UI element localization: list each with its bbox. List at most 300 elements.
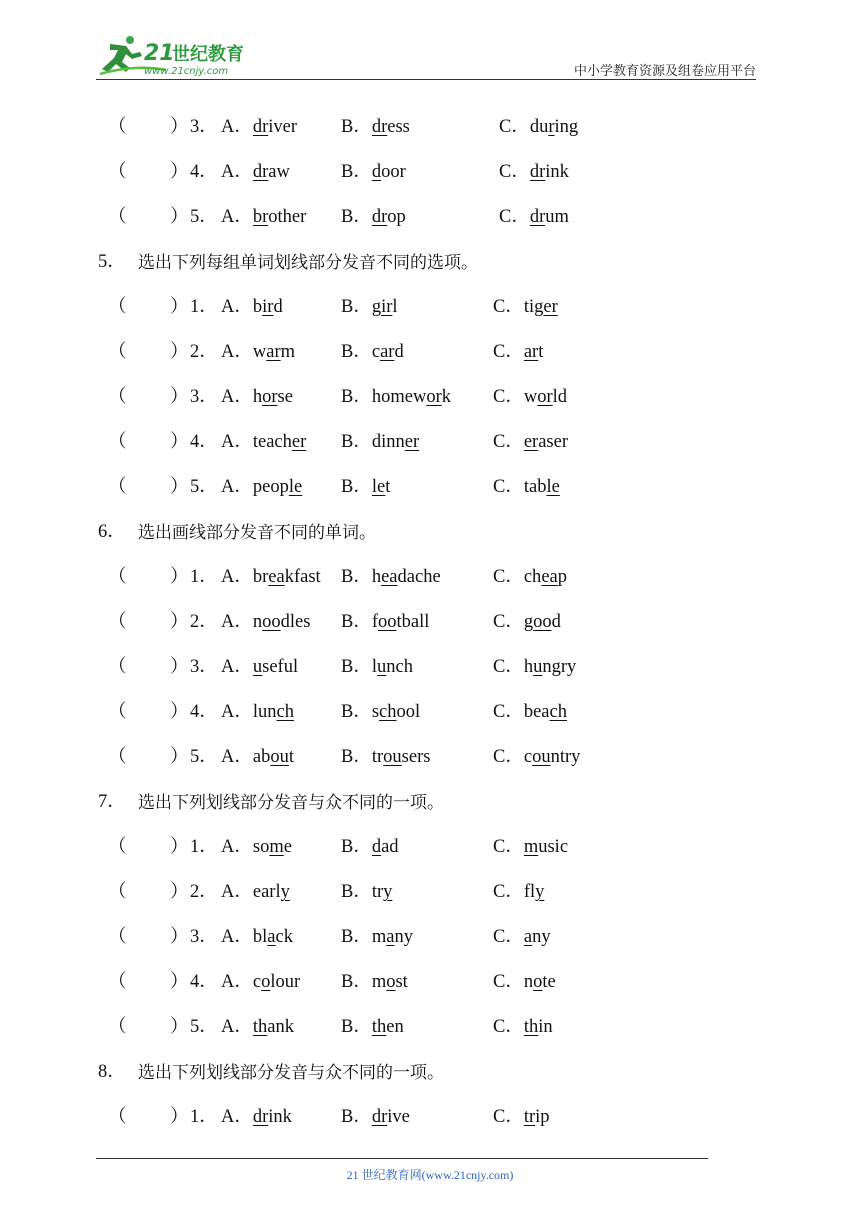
word-suffix: ing xyxy=(554,117,579,137)
option-letter: C． xyxy=(493,1017,524,1037)
item-number: 2． xyxy=(190,612,218,632)
platform-name: 中小学教育资源及组卷应用平台 xyxy=(573,63,756,78)
page-header xyxy=(0,0,860,80)
item-number: 4． xyxy=(190,432,218,452)
option-a xyxy=(221,1012,294,1038)
answer-blank-close: ） xyxy=(170,387,189,407)
underlined-letters: o xyxy=(386,972,396,992)
option-letter: C． xyxy=(493,747,524,767)
option-b xyxy=(341,382,451,408)
word-prefix: peop xyxy=(252,477,289,497)
option-c xyxy=(493,382,567,408)
question-row xyxy=(0,697,860,723)
item-number: 1． xyxy=(190,837,218,857)
option-letter: C． xyxy=(493,837,524,857)
answer-blank-open[interactable]: （ xyxy=(108,342,127,362)
underlined-letters: u xyxy=(376,657,387,677)
word-prefix: dinn xyxy=(371,432,405,452)
option-letter: A． xyxy=(221,342,253,362)
option-a xyxy=(221,967,300,993)
option-a xyxy=(221,562,321,588)
underlined-letters: er xyxy=(404,432,420,452)
option-c xyxy=(493,337,543,363)
option-letter: B． xyxy=(341,612,372,632)
word-suffix: oor xyxy=(381,162,406,182)
svg-text:世纪教育: 世纪教育 xyxy=(172,44,244,65)
word-prefix: s xyxy=(371,702,380,722)
word-prefix: m xyxy=(371,927,387,947)
option-b xyxy=(341,922,413,948)
answer-blank-close: ） xyxy=(170,342,189,362)
word-suffix: lour xyxy=(270,972,301,992)
word-suffix: t xyxy=(288,747,294,767)
option-b xyxy=(341,652,413,678)
option-a xyxy=(221,427,306,453)
option-b xyxy=(341,1102,410,1128)
answer-blank-close: ） xyxy=(170,297,189,317)
option-b xyxy=(341,877,392,903)
word-prefix: f xyxy=(371,612,379,632)
item-number: 3． xyxy=(190,657,218,677)
option-c xyxy=(499,112,578,138)
option-letter: A． xyxy=(221,702,253,722)
option-letter: C． xyxy=(499,117,530,137)
word-suffix: en xyxy=(386,1017,404,1037)
svg-text:www.21cnjy.com: www.21cnjy.com xyxy=(144,66,229,77)
word-prefix: lun xyxy=(252,702,277,722)
word-prefix: h xyxy=(371,567,382,587)
underlined-letters: dr xyxy=(529,162,546,182)
word-suffix: d xyxy=(551,612,561,632)
option-letter: C． xyxy=(499,162,530,182)
word-suffix: k xyxy=(441,387,451,407)
option-a xyxy=(221,382,293,408)
word-suffix: aser xyxy=(538,432,569,452)
answer-blank-close: ） xyxy=(170,117,189,137)
item-number: 4． xyxy=(190,702,218,722)
option-c xyxy=(493,562,567,588)
word-suffix: l xyxy=(392,297,398,317)
item-number: 3． xyxy=(190,387,218,407)
option-b xyxy=(341,202,406,228)
word-suffix: in xyxy=(538,1017,553,1037)
underlined-letters: ou xyxy=(532,747,551,767)
underlined-letters: ar xyxy=(266,342,281,362)
answer-blank-open[interactable]: （ xyxy=(108,207,127,227)
option-letter: B． xyxy=(341,972,372,992)
item-number: 1． xyxy=(190,567,218,587)
option-b xyxy=(341,157,406,183)
underlined-letters: y xyxy=(535,882,545,902)
word-prefix: m xyxy=(371,972,387,992)
underlined-letters: y xyxy=(383,882,393,902)
word-suffix: ool xyxy=(396,702,421,722)
question-instruction: 选出画线部分发音不同的单词。 xyxy=(138,523,376,543)
header-divider xyxy=(96,79,756,80)
word-prefix: w xyxy=(252,342,267,362)
word-suffix: t xyxy=(385,477,391,497)
underlined-letters: ea xyxy=(541,567,558,587)
word-suffix: ess xyxy=(387,117,410,137)
option-letter: B． xyxy=(341,882,372,902)
word-suffix: ngry xyxy=(542,657,577,677)
underlined-letters: ea xyxy=(381,567,398,587)
word-prefix: homew xyxy=(371,387,427,407)
word-suffix: ck xyxy=(275,927,293,947)
answer-blank-close: ） xyxy=(170,882,189,902)
underlined-letters: r xyxy=(548,117,555,137)
word-suffix: nch xyxy=(386,657,413,677)
answer-blank-open[interactable]: （ xyxy=(108,657,127,677)
question-row xyxy=(0,202,860,228)
word-suffix: ive xyxy=(387,1107,410,1127)
answer-blank-close: ） xyxy=(170,927,189,947)
answer-blank-open[interactable]: （ xyxy=(108,1107,127,1127)
word-suffix: ny xyxy=(532,927,551,947)
question-row xyxy=(0,292,860,318)
word-suffix: ny xyxy=(394,927,413,947)
item-number: 1． xyxy=(190,1107,218,1127)
option-c xyxy=(493,472,560,498)
word-suffix: usic xyxy=(538,837,569,857)
word-suffix: aw xyxy=(268,162,290,182)
question-row xyxy=(0,742,860,768)
option-a xyxy=(221,877,290,903)
answer-blank-open[interactable]: （ xyxy=(108,882,127,902)
answer-blank-close: ） xyxy=(170,567,189,587)
word-suffix: um xyxy=(545,207,569,227)
answer-blank-open[interactable]: （ xyxy=(108,162,127,182)
word-prefix: c xyxy=(523,747,533,767)
underlined-letters: ar xyxy=(523,342,539,362)
option-letter: C． xyxy=(493,972,524,992)
option-letter: A． xyxy=(221,747,253,767)
word-prefix: ch xyxy=(523,567,542,587)
option-letter: B． xyxy=(341,117,372,137)
option-a xyxy=(221,832,292,858)
option-letter: A． xyxy=(221,477,253,497)
word-prefix: earl xyxy=(252,882,281,902)
word-suffix: ad xyxy=(381,837,399,857)
question-row xyxy=(0,562,860,588)
underlined-letters: dr xyxy=(252,117,269,137)
option-c xyxy=(493,1102,550,1128)
underlined-letters: br xyxy=(252,207,269,227)
word-suffix: ink xyxy=(545,162,569,182)
option-letter: A． xyxy=(221,162,253,182)
word-prefix: bea xyxy=(523,702,550,722)
underlined-letters: a xyxy=(267,927,276,947)
answer-blank-close: ） xyxy=(170,657,189,677)
word-suffix: ntry xyxy=(550,747,581,767)
answer-blank-open[interactable]: （ xyxy=(108,927,127,947)
option-letter: A． xyxy=(221,432,253,452)
underlined-letters: a xyxy=(523,927,533,947)
answer-blank-open[interactable]: （ xyxy=(108,612,127,632)
option-c xyxy=(493,832,568,858)
underlined-letters: ar xyxy=(380,342,395,362)
answer-blank-close: ） xyxy=(170,612,189,632)
underlined-letters: m xyxy=(269,837,284,857)
option-a xyxy=(221,337,295,363)
option-a xyxy=(221,292,283,318)
option-letter: B． xyxy=(341,567,372,587)
option-b xyxy=(341,472,390,498)
option-letter: B． xyxy=(341,702,372,722)
question-instruction: 选出下列划线部分发音与众不同的一项。 xyxy=(138,1063,444,1083)
option-letter: C． xyxy=(493,477,524,497)
word-prefix: h xyxy=(252,387,263,407)
question-instruction: 选出下列划线部分发音与众不同的一项。 xyxy=(138,793,444,813)
word-prefix: n xyxy=(252,612,263,632)
word-suffix: op xyxy=(387,207,406,227)
underlined-letters: ch xyxy=(276,702,294,722)
answer-blank-open[interactable]: （ xyxy=(108,432,127,452)
word-prefix: tr xyxy=(371,747,384,767)
underlined-letters: or xyxy=(426,387,442,407)
underlined-letters: th xyxy=(523,1017,539,1037)
question-row xyxy=(0,157,860,183)
option-a xyxy=(221,697,294,723)
option-letter: B． xyxy=(341,342,372,362)
word-suffix: se xyxy=(277,387,293,407)
word-suffix: tball xyxy=(396,612,430,632)
word-prefix: g xyxy=(523,612,534,632)
word-prefix: c xyxy=(252,972,262,992)
word-suffix: other xyxy=(268,207,307,227)
question-number: 5． xyxy=(98,252,126,272)
word-prefix: h xyxy=(523,657,534,677)
option-letter: B． xyxy=(341,1017,372,1037)
option-letter: C． xyxy=(493,1107,524,1127)
option-letter: C． xyxy=(499,207,530,227)
answer-blank-close: ） xyxy=(170,477,189,497)
answer-blank-open[interactable]: （ xyxy=(108,837,127,857)
question-row xyxy=(0,832,860,858)
option-a xyxy=(221,1102,292,1128)
site-logo xyxy=(96,34,266,78)
underlined-letters: er xyxy=(543,297,558,317)
option-b xyxy=(341,1012,404,1038)
answer-blank-open[interactable]: （ xyxy=(108,477,127,497)
option-c xyxy=(493,877,544,903)
option-b xyxy=(341,697,420,723)
underlined-letters: or xyxy=(262,387,278,407)
underlined-letters: or xyxy=(537,387,553,407)
option-letter: A． xyxy=(221,927,253,947)
word-suffix: d xyxy=(394,342,404,362)
answer-blank-open[interactable]: （ xyxy=(108,1017,127,1037)
word-suffix: te xyxy=(542,972,556,992)
option-c xyxy=(493,652,576,678)
item-number: 2． xyxy=(190,342,218,362)
underlined-letters: u xyxy=(252,657,263,677)
option-letter: B． xyxy=(341,297,372,317)
option-b xyxy=(341,112,410,138)
underlined-letters: ch xyxy=(549,702,567,722)
word-prefix: ab xyxy=(252,747,271,767)
answer-blank-open[interactable]: （ xyxy=(108,117,127,137)
answer-blank-close: ） xyxy=(170,162,189,182)
svg-text:21: 21 xyxy=(144,41,175,66)
word-prefix: g xyxy=(371,297,382,317)
item-number: 5． xyxy=(190,207,218,227)
answer-blank-open[interactable]: （ xyxy=(108,972,127,992)
question-number: 7． xyxy=(98,792,126,812)
underlined-letters: dr xyxy=(371,207,388,227)
option-letter: A． xyxy=(221,612,253,632)
underlined-letters: ou xyxy=(383,747,402,767)
underlined-letters: y xyxy=(280,882,290,902)
item-number: 5． xyxy=(190,477,218,497)
word-suffix: m xyxy=(280,342,296,362)
option-c xyxy=(493,967,556,993)
option-letter: A． xyxy=(221,387,253,407)
word-prefix: w xyxy=(523,387,538,407)
option-b xyxy=(341,292,398,318)
option-letter: A． xyxy=(221,837,253,857)
underlined-letters: o xyxy=(533,972,543,992)
word-prefix: fl xyxy=(523,882,536,902)
question-row xyxy=(0,112,860,138)
word-suffix: p xyxy=(557,567,567,587)
option-letter: B． xyxy=(341,387,372,407)
option-letter: B． xyxy=(341,747,372,767)
word-suffix: iver xyxy=(268,117,298,137)
option-b xyxy=(341,742,430,768)
option-c xyxy=(493,292,558,318)
answer-blank-close: ） xyxy=(170,1017,189,1037)
answer-blank-open[interactable]: （ xyxy=(108,297,127,317)
word-prefix: bl xyxy=(252,927,268,947)
question-number: 6． xyxy=(98,522,126,542)
underlined-letters: ir xyxy=(381,297,393,317)
item-number: 4． xyxy=(190,162,218,182)
option-letter: A． xyxy=(221,657,253,677)
question-row xyxy=(0,1102,860,1128)
answer-blank-close: ） xyxy=(170,702,189,722)
word-prefix: tab xyxy=(523,477,547,497)
option-a xyxy=(221,157,290,183)
underlined-letters: oo xyxy=(262,612,281,632)
underlined-letters: er xyxy=(291,432,307,452)
option-c xyxy=(493,427,568,453)
question-row xyxy=(0,652,860,678)
underlined-letters: oo xyxy=(533,612,552,632)
word-suffix: e xyxy=(283,837,292,857)
word-prefix: n xyxy=(523,972,534,992)
option-c xyxy=(499,157,569,183)
option-letter: C． xyxy=(493,882,524,902)
underlined-letters: dr xyxy=(252,162,269,182)
option-letter: C． xyxy=(493,342,524,362)
question-row xyxy=(0,382,860,408)
option-a xyxy=(221,742,294,768)
item-number: 4． xyxy=(190,972,218,992)
underlined-letters: dr xyxy=(252,1107,269,1127)
item-number: 2． xyxy=(190,882,218,902)
footer-divider xyxy=(96,1158,708,1159)
underlined-letters: le xyxy=(546,477,560,497)
option-letter: C． xyxy=(493,702,524,722)
option-b xyxy=(341,967,408,993)
option-a xyxy=(221,652,298,678)
answer-blank-close: ） xyxy=(170,837,189,857)
underlined-letters: oo xyxy=(378,612,397,632)
option-letter: A． xyxy=(221,207,253,227)
underlined-letters: ea xyxy=(268,567,285,587)
word-suffix: kfast xyxy=(284,567,321,587)
word-suffix: dles xyxy=(280,612,311,632)
option-letter: A． xyxy=(221,1107,253,1127)
item-number: 3． xyxy=(190,927,218,947)
underlined-letters: th xyxy=(252,1017,268,1037)
word-prefix: l xyxy=(371,657,377,677)
option-b xyxy=(341,427,419,453)
word-suffix: st xyxy=(395,972,408,992)
option-letter: B． xyxy=(341,657,372,677)
option-letter: C． xyxy=(493,567,524,587)
word-prefix: b xyxy=(252,297,263,317)
answer-blank-open[interactable]: （ xyxy=(108,747,127,767)
word-prefix: du xyxy=(529,117,549,137)
word-prefix: so xyxy=(252,837,270,857)
underlined-letters: a xyxy=(386,927,395,947)
question-row xyxy=(0,337,860,363)
underlined-letters: tr xyxy=(523,1107,536,1127)
answer-blank-open[interactable]: （ xyxy=(108,702,127,722)
footer-source: 21 世纪教育网(www.21cnjy.com) xyxy=(346,1168,514,1182)
answer-blank-close: ） xyxy=(170,432,189,452)
item-number: 5． xyxy=(190,1017,218,1037)
option-a xyxy=(221,472,302,498)
option-b xyxy=(341,832,399,858)
underlined-letters: ou xyxy=(270,747,289,767)
word-suffix: seful xyxy=(262,657,299,677)
answer-blank-open[interactable]: （ xyxy=(108,387,127,407)
word-suffix: ip xyxy=(535,1107,550,1127)
underlined-letters: ch xyxy=(379,702,397,722)
answer-blank-close: ） xyxy=(170,747,189,767)
option-letter: B． xyxy=(341,207,372,227)
word-suffix: t xyxy=(538,342,544,362)
option-letter: C． xyxy=(493,612,524,632)
option-letter: C． xyxy=(493,657,524,677)
option-letter: C． xyxy=(493,387,524,407)
question-row xyxy=(0,1012,860,1038)
question-row xyxy=(0,877,860,903)
underlined-letters: d xyxy=(371,837,382,857)
option-letter: A． xyxy=(221,567,253,587)
option-c xyxy=(493,607,561,633)
option-a xyxy=(221,202,306,228)
item-number: 3． xyxy=(190,117,218,137)
option-a xyxy=(221,112,297,138)
option-b xyxy=(341,562,441,588)
answer-blank-close: ） xyxy=(170,972,189,992)
option-c xyxy=(499,202,569,228)
word-suffix: ank xyxy=(267,1017,294,1037)
answer-blank-open[interactable]: （ xyxy=(108,567,127,587)
answer-blank-close: ） xyxy=(170,207,189,227)
option-letter: B． xyxy=(341,432,372,452)
answer-blank-close: ） xyxy=(170,1107,189,1127)
question-instruction: 选出下列每组单词划线部分发音不同的选项。 xyxy=(138,253,478,273)
underlined-letters: o xyxy=(261,972,271,992)
word-prefix: c xyxy=(371,342,381,362)
underlined-letters: th xyxy=(371,1017,387,1037)
word-prefix: br xyxy=(252,567,269,587)
